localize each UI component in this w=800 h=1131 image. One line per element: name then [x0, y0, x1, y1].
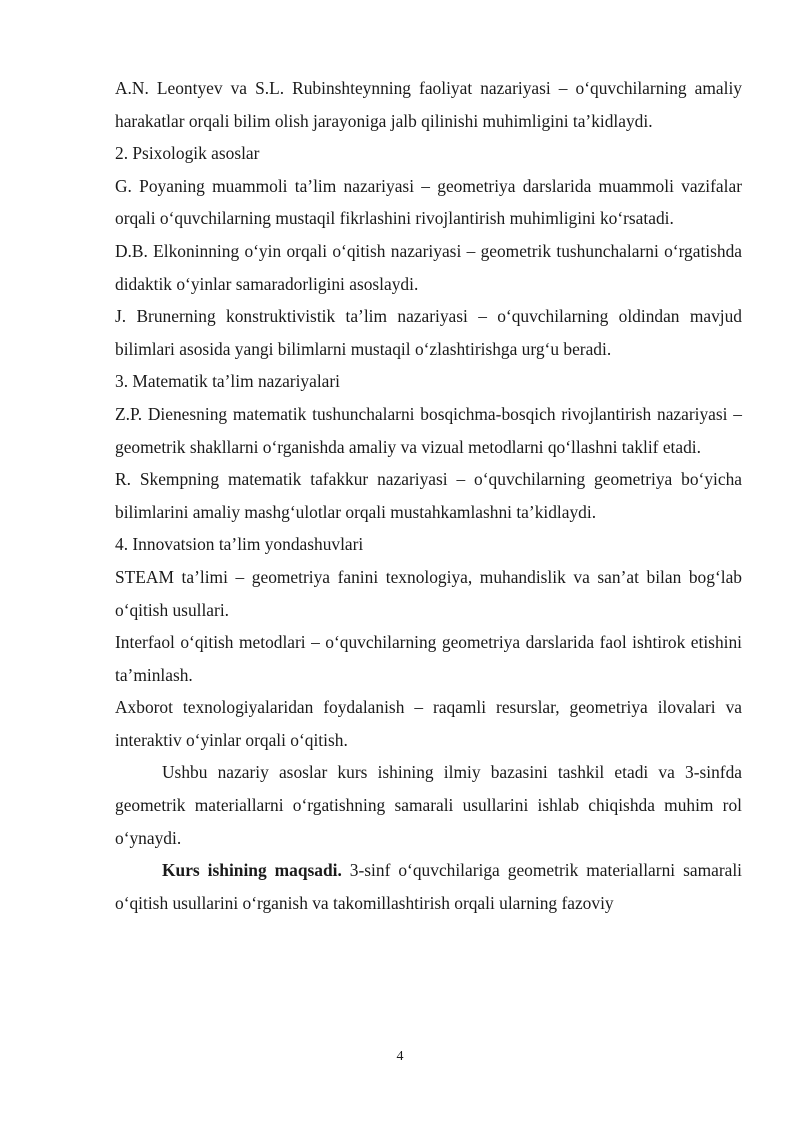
course-goal-text: 3-sinf o‘quvchilariga geometrik materiallarni samarali o‘qitish usullarini o‘rganish va takomillashtirish orqali ularning fazoviy	[115, 860, 742, 913]
paragraph-bruner: J. Brunerning konstruktivistik ta’lim nazariyasi – o‘quvchilarning oldindan mavjud bilimlari asosida yangi bilimlarni mustaqil o‘zlashtirishga urg‘u beradi.	[115, 306, 742, 359]
section-heading-psychological: 2. Psixologik asoslar	[115, 143, 260, 164]
paragraph-dienes: Z.P. Dienesning matematik tushunchalarni bosqichma-bosqich rivojlantirish nazariyasi – geometrik shakllarni o‘rganishda amaliy va vizual metodlarni qo‘llashni taklif etadi.	[115, 403, 742, 457]
paragraph-steam: STEAM ta’limi – geometriya fanini texnologiya, muhandislik va san’at bilan bog‘lab o‘qitish usullari.	[115, 566, 742, 620]
paragraph-course-goal	[115, 854, 742, 919]
course-goal-label: Kurs ishining maqsadi.	[162, 860, 342, 881]
paragraph-ict: Axborot texnologiyalaridan foydalanish – raqamli resurslar, geometriya ilovalari va interaktiv o‘yinlar orqali o‘qitish.	[115, 697, 742, 750]
paragraph-summary: Ushbu nazariy asoslar kurs ishining ilmiy bazasini tashkil etadi va 3-sinfda geometrik materiallarni o‘rgatishning samarali usullarini ishlab chiqishda muhim rol o‘ynaydi.	[115, 762, 742, 848]
paragraph-activity-theory: A.N. Leontyev va S.L. Rubinshteynning faoliyat nazariyasi – o‘quvchilarning amaliy harakatlar orqali bilim olish jarayoniga jalb qilinishi muhimligini ta’kidlaydi.	[115, 78, 742, 131]
section-heading-math-education: 3. Matematik ta’lim nazariyalari	[115, 371, 341, 392]
paragraph-interactive-methods: Interfaol o‘qitish metodlari – o‘quvchilarning geometriya darslarida faol ishtirok etishini ta’minlash.	[115, 632, 742, 685]
paragraph-polya: G. Poyaning muammoli ta’lim nazariyasi – geometriya darslarida muammoli vazifalar orqali o‘quvchilarning mustaqil fikrlashini rivojlantirish muhimligini ko‘rsatadi.	[115, 175, 742, 229]
section-heading-innovative: 4. Innovatsion ta’lim yondashuvlari	[115, 534, 364, 555]
document-page	[115, 72, 742, 919]
page-number: 4	[396, 1049, 404, 1064]
paragraph-skemp: R. Skempning matematik tafakkur nazariyasi – o‘quvchilarning geometriya bo‘yicha bilimlarini amaliy mashg‘ulotlar orqali mustahkamlashni ta’kidlaydi.	[115, 469, 742, 522]
paragraph-elkonin: D.B. Elkoninning o‘yin orqali o‘qitish nazariyasi – geometrik tushunchalarni o‘rgatishda didaktik o‘yinlar samaradorligini asoslaydi.	[115, 240, 742, 294]
